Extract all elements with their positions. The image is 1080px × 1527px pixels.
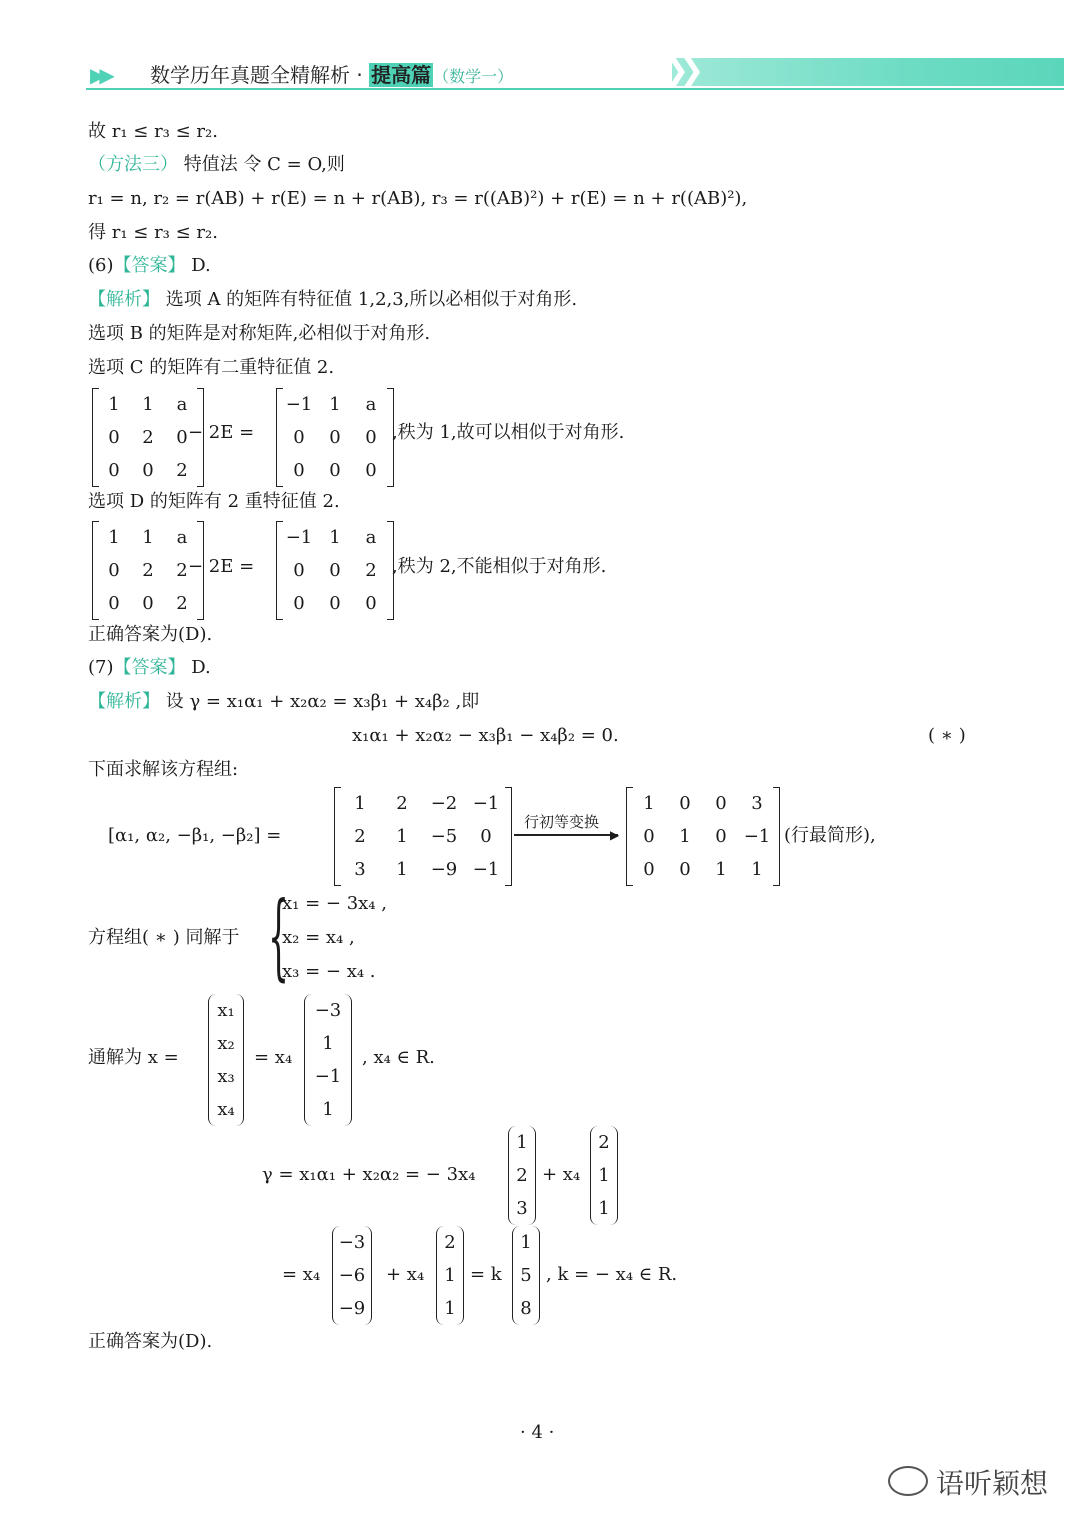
q6-c: 选项 C 的矩阵有二重特征值 2. (88, 357, 335, 378)
matrix-cell: 1 (354, 793, 366, 814)
v1-vector (332, 1226, 372, 1325)
header-band (672, 58, 1064, 86)
matrix-cell: a (176, 394, 188, 415)
matrix-cell: 1 (396, 826, 408, 847)
matrix-cell: 2 (142, 427, 154, 448)
system-eq-3: x₃ = − x₄ . (282, 961, 376, 982)
q7-set-line: 【解析】 设 γ = x₁α₁ + x₂α₂ = x₃β₁ + x₄β₂ ,即 (88, 691, 480, 712)
page-header (86, 53, 1064, 90)
augmented-label: [α₁, α₂, −β₁, −β₂] = (108, 825, 282, 846)
matrix-cell: 0 (176, 427, 188, 448)
correct-answer-7: 正确答案为(D). (88, 1331, 213, 1352)
gamma-eqk: = k (470, 1264, 502, 1285)
line-3: r₁ = n, r₂ = r(AB) + r(E) = n + r(AB), r₃ = r((AB)²) + r(E) = n + r((AB)²), (88, 188, 748, 209)
x-vector (208, 994, 244, 1126)
matrix-cell: 0 (293, 560, 305, 581)
matrix-cell: 1 (715, 859, 727, 880)
matrix-cell: 2 (142, 560, 154, 581)
matrix-cell: −1 (285, 527, 313, 548)
d-tail: ,秩为 2,不能相似于对角形. (392, 556, 607, 577)
matrix-cell: 0 (679, 793, 691, 814)
brace-icon: { (268, 882, 289, 991)
rref-label: (行最简形), (784, 825, 876, 846)
matrix-cell: −1 (285, 394, 313, 415)
matrix-cell: 0 (142, 460, 154, 481)
wechat-icon (888, 1466, 928, 1496)
method3-tag: （方法三） (88, 154, 178, 175)
page-number: · 4 · (520, 1422, 555, 1443)
matrix-cell: x₃ (217, 1066, 235, 1087)
matrix-cell: 0 (329, 460, 341, 481)
q6-analysis-a: 【解析】 选项 A 的矩阵有特征值 1,2,3,所以必相似于对角形. (88, 289, 578, 310)
matrix-cell: x₂ (217, 1033, 235, 1054)
matrix-cell: 0 (108, 460, 120, 481)
arrow-head-icon: ▶ (610, 828, 620, 842)
matrix-cell: 1 (142, 394, 154, 415)
answer-tag: 【答案】 (113, 255, 186, 276)
gen-equals: = x₄ (254, 1047, 293, 1068)
matrix-cell: −5 (430, 826, 458, 847)
alpha2-vector (590, 1126, 618, 1225)
row-op-arrow (514, 834, 618, 836)
matrix-cell: 2 (176, 560, 188, 581)
matrix-cell: 0 (293, 593, 305, 614)
gen-tail: , x₄ ∈ R. (362, 1047, 435, 1068)
matrix-cell: 2 (354, 826, 366, 847)
matrix-cell: a (176, 527, 188, 548)
matrix-cell: 1 (396, 859, 408, 880)
matrix-cell: 1 (322, 1033, 334, 1054)
matrix-cell: 2 (396, 793, 408, 814)
book-title: 数学历年真题全精解析 · 提高篇 （数学一） (150, 63, 514, 87)
matrix-cell: 0 (679, 859, 691, 880)
star-label: ( ∗ ) (928, 725, 966, 746)
matrix-cell: 0 (108, 427, 120, 448)
matrix-cell: 0 (108, 593, 120, 614)
matrix-cell: 0 (715, 826, 727, 847)
matrix-cell: −1 (743, 826, 771, 847)
matrix-cell: −1 (314, 1066, 342, 1087)
matrix-cell: 1 (520, 1232, 532, 1253)
matrix-cell: 1 (643, 793, 655, 814)
matrix-cell: 1 (108, 394, 120, 415)
q7-equation: x₁α₁ + x₂α₂ − x₃β₁ − x₄β₂ = 0. (352, 725, 619, 746)
matrix-cell: 5 (520, 1265, 532, 1286)
matrix-cell: x₁ (217, 1000, 235, 1021)
matrix-cell: 1 (142, 527, 154, 548)
gamma-line: γ = x₁α₁ + x₂α₂ = − 3x₄ (262, 1164, 476, 1185)
method3-line: （方法三） 特值法 令 C = O,则 (88, 154, 345, 175)
matrix-cell: 2 (444, 1232, 456, 1253)
matrix-cell: −3 (338, 1232, 366, 1253)
double-arrow-icon: ▶▶ (90, 63, 109, 87)
matrix-cell: 1 (322, 1099, 334, 1120)
matrix-cell: 1 (751, 859, 763, 880)
minus-2e-c: − 2E = (188, 422, 255, 443)
header-rule (86, 88, 1064, 90)
q6-answer-line: (6)【答案】 D. (88, 255, 211, 276)
minus-2e-d: − 2E = (188, 556, 255, 577)
matrix-cell: 0 (715, 793, 727, 814)
matrix-cell: a (365, 527, 377, 548)
matrix-cell: 2 (598, 1132, 610, 1153)
augmented-matrix (334, 787, 512, 886)
matrix-cell: 0 (329, 560, 341, 581)
matrix-cell: 0 (329, 593, 341, 614)
matrix-cell: 0 (365, 593, 377, 614)
matrix-cell: 0 (480, 826, 492, 847)
matrix-cell: a (365, 394, 377, 415)
gamma-plus: + x₄ (542, 1164, 581, 1185)
matrix-cell: 2 (365, 560, 377, 581)
correct-answer-6: 正确答案为(D). (88, 624, 213, 645)
gamma-eq2: = x₄ (282, 1264, 321, 1285)
system-eq-1: x₁ = − 3x₄ , (282, 893, 387, 914)
matrix-cell: 1 (598, 1165, 610, 1186)
analysis-tag-7: 【解析】 (88, 691, 160, 712)
matrix-cell: 0 (108, 560, 120, 581)
matrix-cell: −9 (338, 1298, 366, 1319)
matrix-cell: 2 (176, 593, 188, 614)
matrix-cell: 0 (142, 593, 154, 614)
matrix-cell: −9 (430, 859, 458, 880)
general-solution-lead: 通解为 x = (88, 1047, 179, 1068)
solution-vector (304, 994, 352, 1126)
matrix-cell: 3 (751, 793, 763, 814)
gamma-plus2: + x₄ (386, 1264, 425, 1285)
k-vector (512, 1226, 540, 1325)
q7-solve: 下面求解该方程组: (88, 759, 239, 780)
matrix-cell: 0 (329, 427, 341, 448)
matrix-cell: 0 (365, 427, 377, 448)
matrix-cell: 8 (520, 1298, 532, 1319)
alpha1-vector (508, 1126, 536, 1225)
matrix-c-right (276, 388, 394, 487)
matrix-cell: 1 (679, 826, 691, 847)
matrix-cell: 0 (643, 826, 655, 847)
q6-d: 选项 D 的矩阵有 2 重特征值 2. (88, 491, 340, 512)
matrix-cell: x₄ (217, 1099, 235, 1120)
matrix-cell: 2 (516, 1165, 528, 1186)
v2-vector (436, 1226, 464, 1325)
matrix-cell: 1 (444, 1265, 456, 1286)
title-sub: （数学一） (433, 67, 514, 86)
k-tail: , k = − x₄ ∈ R. (546, 1264, 678, 1285)
matrix-cell: −3 (314, 1000, 342, 1021)
c-tail: ,秩为 1,故可以相似于对角形. (392, 422, 625, 443)
matrix-cell: 1 (444, 1298, 456, 1319)
q7-answer-line: (7)【答案】 D. (88, 657, 211, 678)
title-highlight: 提高篇 (371, 63, 432, 87)
matrix-cell: 0 (293, 427, 305, 448)
matrix-cell: −1 (472, 859, 500, 880)
matrix-cell: 3 (516, 1198, 528, 1219)
matrix-cell: −2 (430, 793, 458, 814)
matrix-cell: 0 (643, 859, 655, 880)
system-lead: 方程组( ∗ ) 同解于 (88, 927, 240, 948)
matrix-cell: 0 (293, 460, 305, 481)
system-eq-2: x₂ = x₄ , (282, 927, 355, 948)
answer-tag-7: 【答案】 (113, 657, 186, 678)
watermark: 语听颖想 (888, 1462, 1048, 1502)
matrix-cell: 3 (354, 859, 366, 880)
analysis-tag: 【解析】 (88, 289, 160, 310)
line-4: 得 r₁ ≤ r₃ ≤ r₂. (88, 222, 218, 243)
line-1: 故 r₁ ≤ r₃ ≤ r₂. (88, 121, 218, 142)
q6-b: 选项 B 的矩阵是对称矩阵,必相似于对角形. (88, 323, 431, 344)
matrix-cell: 1 (516, 1132, 528, 1153)
matrix-cell: 0 (365, 460, 377, 481)
row-op-label: 行初等变换 (524, 813, 600, 831)
matrix-cell: −6 (338, 1265, 366, 1286)
matrix-cell: 1 (598, 1198, 610, 1219)
matrix-cell: −1 (472, 793, 500, 814)
rref-matrix (626, 787, 780, 886)
matrix-cell: 2 (176, 460, 188, 481)
matrix-cell: 1 (108, 527, 120, 548)
matrix-cell: 1 (329, 394, 341, 415)
matrix-d-right (276, 521, 394, 620)
matrix-cell: 1 (329, 527, 341, 548)
chevron-icon: ❯❯ (664, 53, 695, 88)
